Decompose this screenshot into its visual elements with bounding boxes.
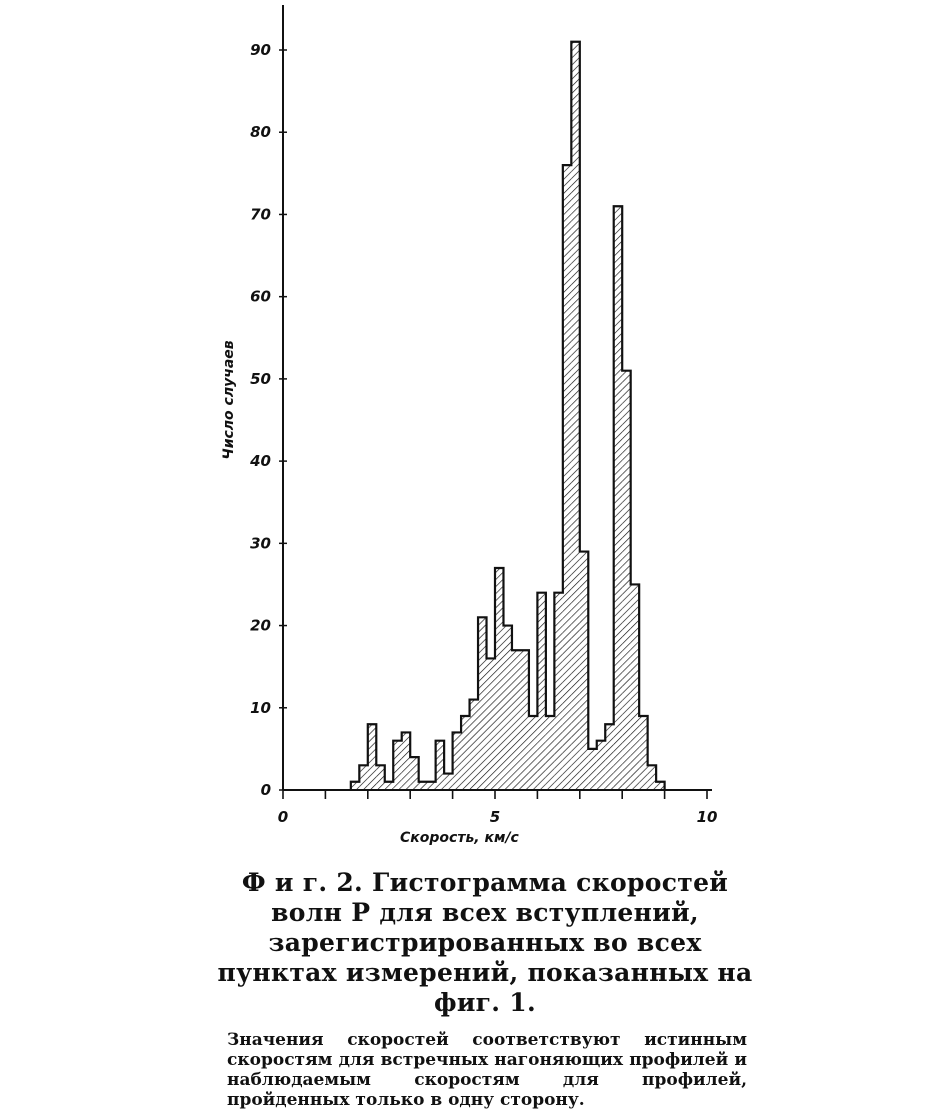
histogram-bar: [537, 593, 545, 790]
histogram-bar: [436, 741, 444, 790]
y-tick-label: 60: [250, 287, 271, 306]
y-tick-label: 10: [250, 698, 271, 717]
histogram-bar: [359, 765, 367, 790]
histogram-bar: [368, 724, 376, 790]
histogram-bar: [453, 732, 461, 790]
x-axis-title: Скорость, км/с: [400, 830, 519, 846]
histogram-bar: [503, 626, 511, 790]
figure-caption: [205, 868, 765, 1110]
histogram-bar: [580, 552, 588, 790]
histogram-bar: [563, 165, 571, 790]
histogram-bar: [605, 724, 613, 790]
histogram-bar: [427, 782, 435, 790]
x-tick-label: 0: [277, 808, 289, 826]
y-ticks: [249, 41, 287, 799]
y-tick-label: 20: [250, 616, 271, 635]
y-tick-label: 80: [250, 123, 271, 142]
histogram-bar: [520, 650, 528, 790]
histogram-bar: [393, 741, 401, 790]
y-tick-label: 70: [250, 205, 271, 224]
histogram-bar: [487, 658, 495, 790]
histogram-bar: [410, 757, 418, 790]
y-tick-label: 50: [250, 369, 271, 388]
y-tick-label: 40: [250, 452, 271, 471]
histogram-bar: [656, 782, 664, 790]
histogram-bar: [622, 371, 630, 790]
histogram-bar: [529, 716, 537, 790]
histogram-bar: [631, 584, 639, 790]
y-tick-label: 30: [250, 534, 271, 553]
histogram-bars: [351, 42, 665, 790]
y-tick-label: 0: [260, 781, 271, 799]
histogram-bar: [639, 716, 647, 790]
histogram-bar: [385, 782, 393, 790]
histogram-bar: [614, 206, 622, 790]
histogram-bar: [571, 42, 579, 790]
histogram-bar: [495, 568, 503, 790]
histogram-bar: [402, 732, 410, 790]
histogram-bar: [554, 593, 562, 790]
histogram-bar: [461, 716, 469, 790]
histogram-bar: [376, 765, 384, 790]
histogram-bar: [597, 741, 605, 790]
y-tick-label: 90: [250, 41, 271, 59]
x-tick-label: 5: [489, 808, 501, 826]
histogram-bar: [419, 782, 427, 790]
x-tick-label: 10: [696, 808, 718, 826]
caption-note: Значения скоростей соответствуют истинным скоростям для встречных нагоняющих профилей и наблюдаемым скоростям для профилей, пройденных только в одну сторону.: [227, 1030, 747, 1110]
histogram-bar: [588, 749, 596, 790]
histogram-bar: [546, 716, 554, 790]
x-ticks: [278, 790, 718, 826]
caption-title: Ф и г. 2. Гистограмма скоростей волн P для всех вступлений, зарегистрированных во всех пунктах измерений, показанных на фиг. 1.: [217, 868, 753, 1017]
histogram-bar: [444, 774, 452, 790]
histogram-bar: [512, 650, 520, 790]
histogram-bar: [470, 700, 478, 790]
y-axis-title: Число случаев: [221, 340, 237, 460]
histogram-bar: [478, 617, 486, 790]
histogram-bar: [648, 765, 656, 790]
histogram-bar: [351, 782, 359, 790]
